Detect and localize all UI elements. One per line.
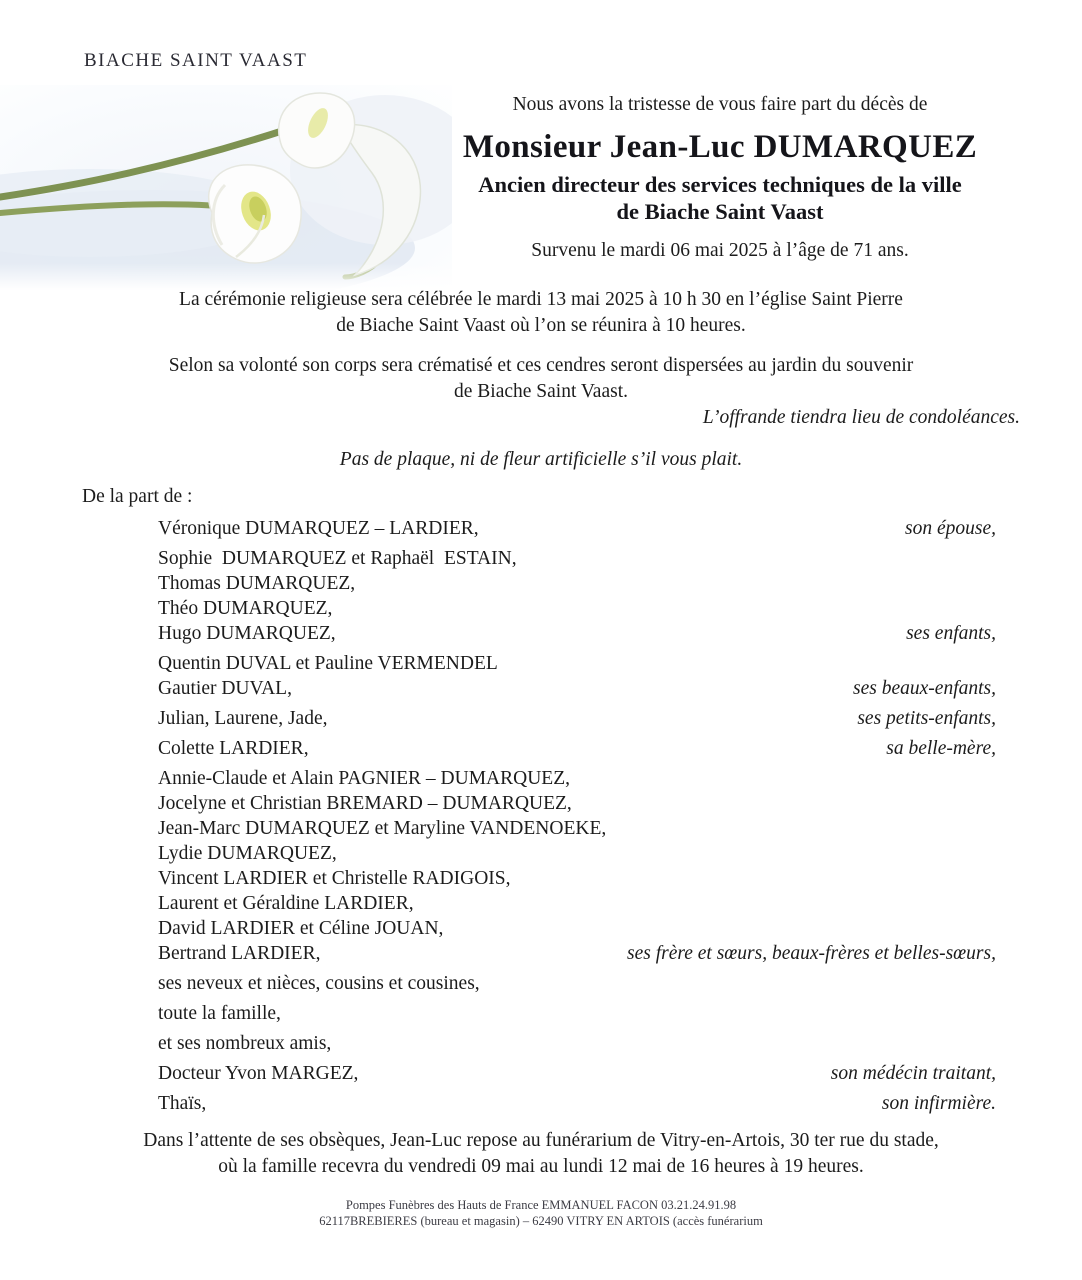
family-group-siblings	[158, 766, 996, 966]
family-group-doctor	[158, 1061, 996, 1086]
ceremony-line1: La cérémonie religieuse sera célébrée le mardi 13 mai 2025 à 10 h 30 en l’église Saint Pierre	[179, 289, 903, 310]
family-heading: De la part de :	[82, 486, 193, 507]
family-group-whole-family	[158, 1001, 996, 1026]
funeral-home-footer	[0, 1197, 1082, 1229]
repose-line2: où la famille recevra du vendredi 09 mai au lundi 12 mai de 16 heures à 19 heures.	[218, 1156, 864, 1177]
family-name-line: ses neveux et nièces, cousins et cousines,	[158, 973, 480, 994]
intro-line: Nous avons la tristesse de vous faire part du décès de	[512, 94, 928, 115]
city-title: BIACHE SAINT VAAST	[84, 50, 308, 71]
relation-label: ses enfants,	[906, 623, 996, 644]
family-group-friends	[158, 1031, 996, 1056]
ceremony-paragraph	[0, 287, 1082, 339]
family-name-line: Colette LARDIER,	[158, 738, 309, 759]
relation-label: ses petits-enfants,	[857, 708, 996, 729]
family-group-children	[158, 546, 996, 646]
relation-label: ses beaux-enfants,	[853, 678, 996, 699]
family-name-line: Docteur Yvon MARGEZ,	[158, 1063, 359, 1084]
family-name-line: Gautier DUVAL,	[158, 678, 292, 699]
family-name-line: Laurent et Géraldine LARDIER,	[158, 893, 414, 914]
deceased-title-line1: Ancien directeur des services techniques de la ville	[478, 172, 962, 197]
relation-label: son infirmière.	[881, 1093, 996, 1114]
family-name-line: Bertrand LARDIER,	[158, 943, 321, 964]
repose-line1: Dans l’attente de ses obsèques, Jean-Luc repose au funérarium de Vitry-en-Artois, 30 ter rue du stade,	[143, 1130, 939, 1151]
relation-label: sa belle-mère,	[886, 738, 996, 759]
no-flowers-line: Pas de plaque, ni de fleur artificielle s’il vous plait.	[339, 449, 743, 470]
family-name-line: Lydie DUMARQUEZ,	[158, 843, 337, 864]
family-name-line: Jocelyne et Christian BREMARD – DUMARQUEZ,	[158, 793, 572, 814]
family-group-grandchildren	[158, 706, 996, 731]
ceremony-line2: de Biache Saint Vaast où l’on se réunira à 10 heures.	[336, 315, 746, 336]
family-name-line: Jean-Marc DUMARQUEZ et Maryline VANDENOEKE,	[158, 818, 607, 839]
family-group-nephews	[158, 971, 996, 996]
cremation-line1: Selon sa volonté son corps sera crématisé et ces cendres seront dispersées au jardin du souvenir	[168, 355, 914, 376]
family-name-line: Théo DUMARQUEZ,	[158, 598, 333, 619]
relation-label: son épouse,	[905, 518, 996, 539]
family-name-line: toute la famille,	[158, 1003, 281, 1024]
calla-lily-photo	[0, 85, 452, 290]
family-group-stepchildren	[158, 651, 996, 701]
family-name-line: Vincent LARDIER et Christelle RADIGOIS,	[158, 868, 511, 889]
family-group-spouse	[158, 516, 996, 541]
offering-line: L’offrande tiendra lieu de condoléances.	[702, 407, 1020, 428]
family-list	[158, 516, 996, 1121]
deceased-name: Monsieur Jean-Luc DUMARQUEZ	[462, 129, 978, 165]
family-name-line: Annie-Claude et Alain PAGNIER – DUMARQUEZ,	[158, 768, 570, 789]
announcement-header	[420, 94, 1020, 262]
footer-line1: Pompes Funèbres des Hauts de France EMMANUEL FACON 03.21.24.91.98	[345, 1198, 737, 1212]
family-name-line: Thaïs,	[158, 1093, 207, 1114]
family-name-line: Thomas DUMARQUEZ,	[158, 573, 356, 594]
deceased-title	[420, 171, 1020, 225]
deceased-title-line2: de Biache Saint Vaast	[616, 199, 824, 224]
family-group-mother-in-law	[158, 736, 996, 761]
cremation-line2: de Biache Saint Vaast.	[453, 381, 628, 402]
footer-line2: 62117BREBIERES (bureau et magasin) – 62490 VITRY EN ARTOIS (accès funérarium	[319, 1214, 763, 1228]
family-name-line: David LARDIER et Céline JOUAN,	[158, 918, 444, 939]
family-group-nurse	[158, 1091, 996, 1116]
family-name-line: et ses nombreux amis,	[158, 1033, 332, 1054]
death-date-line: Survenu le mardi 06 mai 2025 à l’âge de 71 ans.	[531, 240, 909, 261]
family-name-line: Véronique DUMARQUEZ – LARDIER,	[158, 518, 479, 539]
family-name-line: Quentin DUVAL et Pauline VERMENDEL	[158, 653, 498, 674]
family-name-line: Hugo DUMARQUEZ,	[158, 623, 336, 644]
family-name-line: Sophie DUMARQUEZ et Raphaël ESTAIN,	[158, 548, 517, 569]
relation-label: ses frère et sœurs, beaux-frères et belles-sœurs,	[626, 943, 996, 964]
family-name-line: Julian, Laurene, Jade,	[158, 708, 328, 729]
cremation-paragraph	[0, 353, 1082, 405]
ceremony-section	[0, 287, 1082, 405]
repose-section	[0, 1128, 1082, 1180]
relation-label: son médécin traitant,	[830, 1063, 996, 1084]
